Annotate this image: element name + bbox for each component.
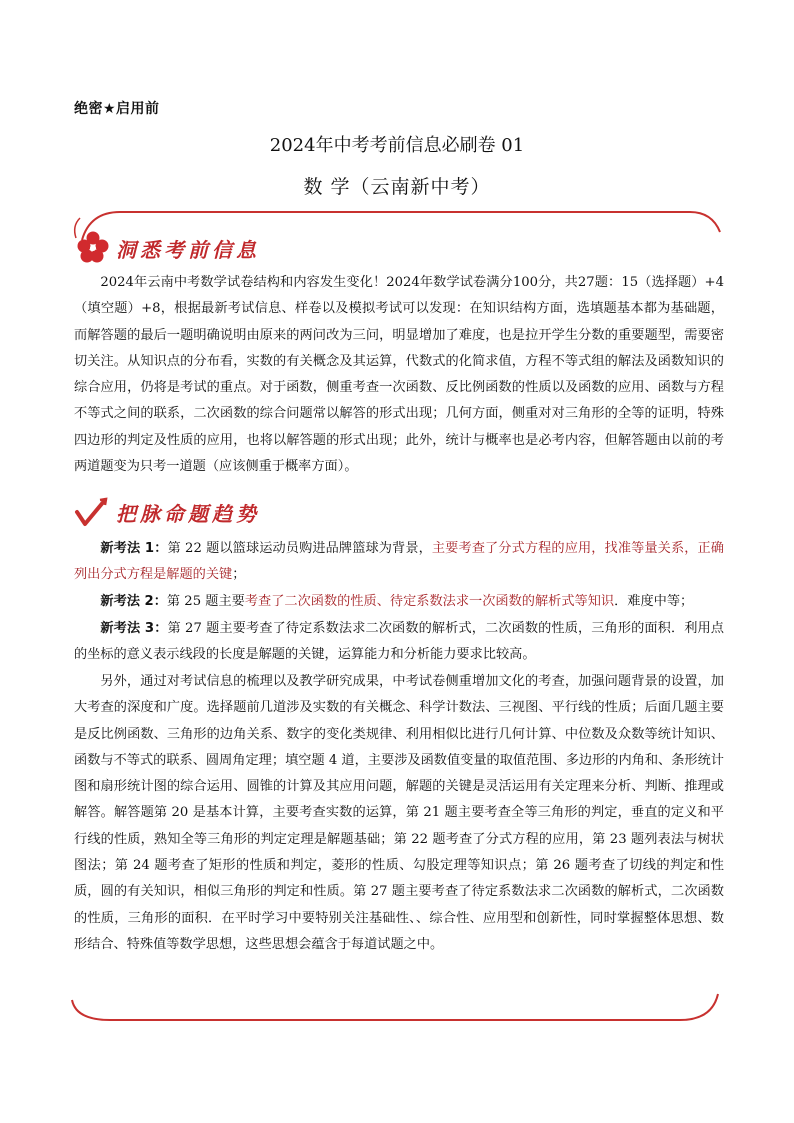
info-paragraph: 2024年云南中考数学试卷结构和内容发生变化！2024年数学试卷满分100分，共27题：15（选择题）+4（填空题）+8，根据最新考试信息、样卷以及模拟考试可以发现：在知识结构方面，选填题基本都为基础题，而解答题的最后一题明确说明由原来的两问改为三问，明显增加了难度，也是拉开学生分数的重要题型，需要密切关注。从知识点的分布看，实数的有关概念及其运算，代数式的化简求值，方程不等式组的解法及函数知识的综合应用，仍将是考试的重点。对于函数，侧重考查一次函数、反比例函数的性质以及函数的应用、函数与方程不等式之间的联系，二次函数的综合问题常以解答的形式出现；几何方面，侧重对对三角形的全等的证明，特殊四边形的判定及性质的应用，也将以解答题的形式出现；此外，统计与概率也是必考内容，但解答题由以前的考两道题变为只考一道题（应该侧重于概率方面）。 (74, 275, 724, 475)
new-method-3-label: 新考法 3： (100, 621, 168, 636)
new-method-1-text: 第 22 题以篮球运动员购进品牌篮球为背景， (167, 541, 432, 556)
section-heading-info: 洞悉考前信息 (116, 238, 260, 262)
secret-label: 绝密★启用前 (74, 101, 160, 117)
new-method-2 (74, 589, 724, 615)
new-method-3 (74, 616, 724, 669)
new-method-1-label: 新考法 1： (100, 541, 168, 556)
new-method-2-highlight: 考查了二次函数的性质、待定系数法求一次函数的解析式等知识 (244, 594, 615, 609)
page-subtitle: 数 学（云南新中考） (303, 176, 491, 198)
new-method-1 (74, 536, 724, 589)
new-method-1-end: ； (232, 567, 246, 583)
trend-paragraph: 另外，通过对考试信息的梳理以及教学研究成果，中考试卷侧重增加文化的考查，加强问题背景的设置，加大考查的深度和广度。选择题前几道涉及实数的有关概念、科学计数法、三视图、平行线的性质；后面几题主要是反比例函数、三角形的边角关系、数字的变化类规律、利用相似比进行几何计算、中位数及众数等统计知识、函数与不等式的联系、圆周角定理；填空题 4 道，主要涉及函数值变量的取值范围、多边形的内角和、条形统计图和扇形统计图的综合运用、圆锥的计算及其应用问题，解题的关键是灵活运用有关定理来分析、判断、推理或解答。解答题第 20 是基本计算，主要考查实数的运算，第 21 题主要考查全等三角形的判定，垂直的定义和平行线的性质，熟知全等三角形的判定定理是解题基础；第 22 题考查了分式方程的应用，第 23 题列表法与树状图法；第 24 题考查了矩形的性质和判定，菱形的性质、勾股定理等知识点；第 26 题考查了切线的判定和性质，圆的有关知识，相似三角形的判定和性质。第 27 题主要考查了待定系数法求二次函数的解析式，二次函数的性质，三角形的面积．在平时学习中要特别关注基础性、、综合性、应用型和创新性，同时掌握整体思想、数形结合、特殊值等数学思想，这些思想会蕴含于每道试题之中。 (74, 674, 724, 952)
new-method-1-highlight: 主要考查了分式方程的应用，找准等量关系，正确列出分式方程是解题的关键 (74, 541, 724, 583)
page-title: 2024年中考考前信息必刷卷 01 (269, 135, 525, 156)
new-method-2-end: ．难度中等； (614, 594, 694, 609)
new-method-3-text: 第 27 题主要考查了待定系数法求二次函数的解析式，二次函数的性质，三角形的面积．利用点的坐标的意义表示线段的长度是解题的关键，运算能力和分析能力要求比较高。 (74, 621, 724, 663)
new-method-2-label: 新考法 2： (100, 594, 167, 609)
section-heading-trend: 把脉命题趋势 (116, 502, 260, 526)
check-icon (74, 496, 108, 528)
flower-icon (76, 230, 110, 264)
new-method-2-text: 第 25 题主要 (166, 594, 245, 609)
